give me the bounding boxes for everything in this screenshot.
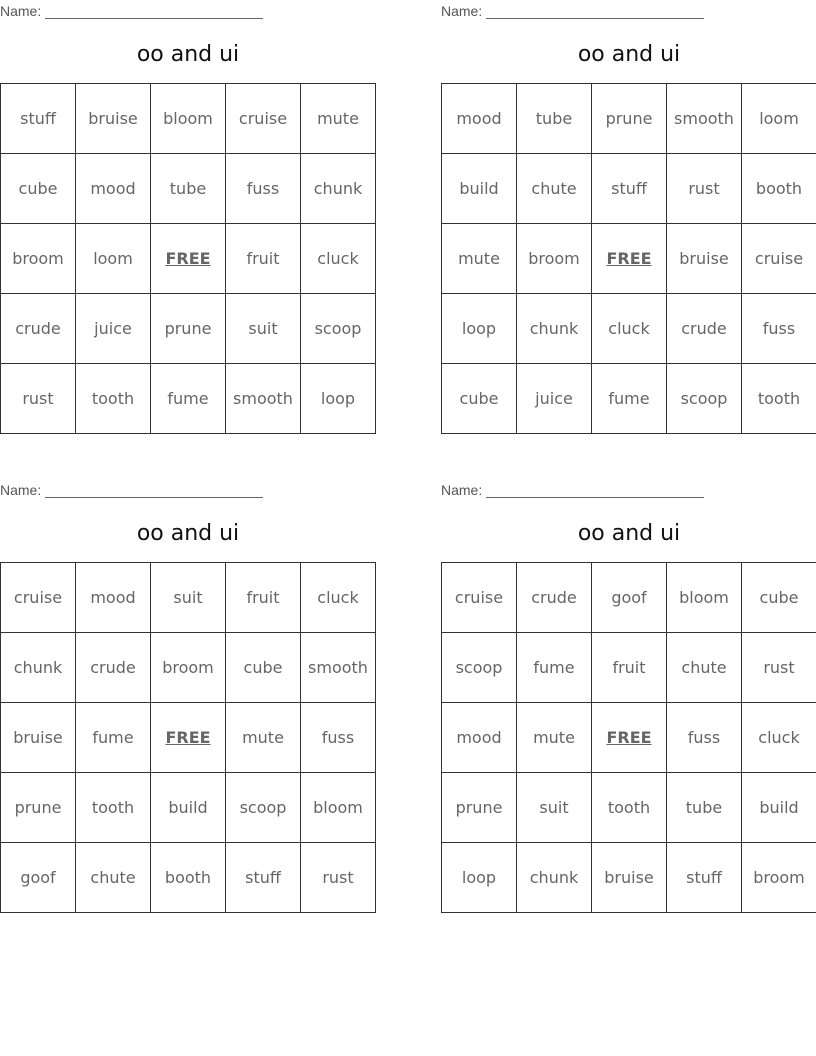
bingo-cell: chunk	[517, 294, 592, 364]
bingo-row	[1, 84, 376, 154]
bingo-cell: booth	[151, 843, 226, 913]
bingo-cell: bruise	[592, 843, 667, 913]
free-space: FREE	[592, 703, 667, 773]
bingo-cell: rust	[742, 633, 816, 703]
bingo-cell: tooth	[742, 364, 816, 434]
bingo-cell: tube	[517, 84, 592, 154]
bingo-grid	[0, 562, 376, 913]
bingo-cell: mood	[76, 563, 151, 633]
bingo-cell: cube	[1, 154, 76, 224]
free-space: FREE	[592, 224, 667, 294]
bingo-cell: fuss	[301, 703, 376, 773]
bingo-row	[442, 563, 816, 633]
bingo-cell: chute	[667, 633, 742, 703]
bingo-row	[442, 224, 816, 294]
bingo-cell: stuff	[226, 843, 301, 913]
bingo-cell: booth	[742, 154, 816, 224]
bingo-row	[442, 154, 816, 224]
bingo-cell: cluck	[301, 563, 376, 633]
bingo-row	[1, 364, 376, 434]
free-space: FREE	[151, 703, 226, 773]
bingo-cell: scoop	[301, 294, 376, 364]
bingo-row	[442, 703, 816, 773]
bingo-cell: tooth	[592, 773, 667, 843]
bingo-row	[1, 563, 376, 633]
name-blank-line	[486, 4, 704, 19]
bingo-cell: bruise	[1, 703, 76, 773]
bingo-row	[1, 843, 376, 913]
bingo-cell: cube	[742, 563, 816, 633]
bingo-cell: cruise	[226, 84, 301, 154]
bingo-cell: chunk	[301, 154, 376, 224]
name-label: Name:	[0, 482, 42, 498]
bingo-cell: juice	[76, 294, 151, 364]
bingo-cell: bruise	[667, 224, 742, 294]
bingo-cell: loop	[301, 364, 376, 434]
bingo-cell: mute	[517, 703, 592, 773]
name-blank-line	[486, 483, 704, 498]
card-title: oo and ui	[136, 42, 240, 67]
bingo-cell: fruit	[592, 633, 667, 703]
bingo-cell: bloom	[151, 84, 226, 154]
bingo-cell: stuff	[1, 84, 76, 154]
bingo-cell: fuss	[742, 294, 816, 364]
bingo-cell: smooth	[667, 84, 742, 154]
bingo-row	[1, 294, 376, 364]
bingo-cell: cluck	[301, 224, 376, 294]
bingo-cell: juice	[517, 364, 592, 434]
bingo-cell: loom	[742, 84, 816, 154]
bingo-cell: loom	[76, 224, 151, 294]
bingo-row	[442, 294, 816, 364]
bingo-row	[1, 154, 376, 224]
bingo-cell: fume	[517, 633, 592, 703]
name-field	[0, 482, 263, 498]
bingo-cell: broom	[742, 843, 816, 913]
bingo-cell: crude	[1, 294, 76, 364]
bingo-cell: prune	[151, 294, 226, 364]
bingo-cell: cruise	[1, 563, 76, 633]
bingo-cell: stuff	[667, 843, 742, 913]
bingo-cell: bruise	[76, 84, 151, 154]
bingo-row	[1, 633, 376, 703]
bingo-cell: mood	[442, 84, 517, 154]
bingo-cell: mood	[76, 154, 151, 224]
bingo-cell: crude	[76, 633, 151, 703]
bingo-cell: suit	[517, 773, 592, 843]
name-field	[441, 482, 704, 498]
bingo-cell: chunk	[517, 843, 592, 913]
bingo-cell: tooth	[76, 364, 151, 434]
bingo-row	[442, 84, 816, 154]
bingo-cell: goof	[1, 843, 76, 913]
name-field	[441, 3, 704, 19]
bingo-cell: broom	[517, 224, 592, 294]
bingo-cell: mute	[442, 224, 517, 294]
bingo-cell: build	[151, 773, 226, 843]
bingo-grid	[441, 562, 816, 913]
bingo-cell: fuss	[667, 703, 742, 773]
bingo-cell: bloom	[667, 563, 742, 633]
card-title: oo and ui	[577, 521, 681, 546]
bingo-cell: crude	[667, 294, 742, 364]
bingo-cell: scoop	[667, 364, 742, 434]
bingo-cell: mute	[301, 84, 376, 154]
bingo-cell: fuss	[226, 154, 301, 224]
bingo-cell: suit	[151, 563, 226, 633]
name-label: Name:	[441, 482, 483, 498]
bingo-cell: chute	[517, 154, 592, 224]
bingo-row	[1, 224, 376, 294]
bingo-row	[1, 703, 376, 773]
bingo-cell: scoop	[226, 773, 301, 843]
bingo-cell: fume	[151, 364, 226, 434]
bingo-row	[1, 773, 376, 843]
bingo-cell: fume	[76, 703, 151, 773]
name-label: Name:	[0, 3, 42, 19]
bingo-cell: rust	[1, 364, 76, 434]
bingo-cell: scoop	[442, 633, 517, 703]
name-blank-line	[45, 4, 263, 19]
bingo-cell: crude	[517, 563, 592, 633]
name-field	[0, 3, 263, 19]
bingo-cell: goof	[592, 563, 667, 633]
bingo-cell: loop	[442, 843, 517, 913]
bingo-cell: bloom	[301, 773, 376, 843]
bingo-cell: cluck	[742, 703, 816, 773]
bingo-cell: mood	[442, 703, 517, 773]
bingo-cell: broom	[151, 633, 226, 703]
bingo-cell: rust	[301, 843, 376, 913]
bingo-cell: fume	[592, 364, 667, 434]
bingo-cell: fruit	[226, 563, 301, 633]
bingo-cell: mute	[226, 703, 301, 773]
bingo-cell: cluck	[592, 294, 667, 364]
bingo-cell: cube	[442, 364, 517, 434]
bingo-cell: tooth	[76, 773, 151, 843]
bingo-cell: chunk	[1, 633, 76, 703]
name-label: Name:	[441, 3, 483, 19]
card-title: oo and ui	[136, 521, 240, 546]
bingo-cell: prune	[592, 84, 667, 154]
bingo-cell: broom	[1, 224, 76, 294]
bingo-cell: build	[742, 773, 816, 843]
bingo-cell: cruise	[442, 563, 517, 633]
bingo-grid	[441, 83, 816, 434]
bingo-cell: prune	[442, 773, 517, 843]
bingo-row	[442, 633, 816, 703]
bingo-cell: smooth	[301, 633, 376, 703]
bingo-cell: suit	[226, 294, 301, 364]
bingo-cell: smooth	[226, 364, 301, 434]
bingo-cell: prune	[1, 773, 76, 843]
bingo-cell: tube	[151, 154, 226, 224]
bingo-row	[442, 843, 816, 913]
free-space: FREE	[151, 224, 226, 294]
bingo-cell: fruit	[226, 224, 301, 294]
name-blank-line	[45, 483, 263, 498]
bingo-grid	[0, 83, 376, 434]
bingo-cell: stuff	[592, 154, 667, 224]
bingo-cell: loop	[442, 294, 517, 364]
bingo-row	[442, 364, 816, 434]
bingo-cell: cube	[226, 633, 301, 703]
bingo-cell: rust	[667, 154, 742, 224]
bingo-cell: build	[442, 154, 517, 224]
bingo-cell: chute	[76, 843, 151, 913]
bingo-row	[442, 773, 816, 843]
card-title: oo and ui	[577, 42, 681, 67]
bingo-cell: tube	[667, 773, 742, 843]
bingo-cell: cruise	[742, 224, 816, 294]
